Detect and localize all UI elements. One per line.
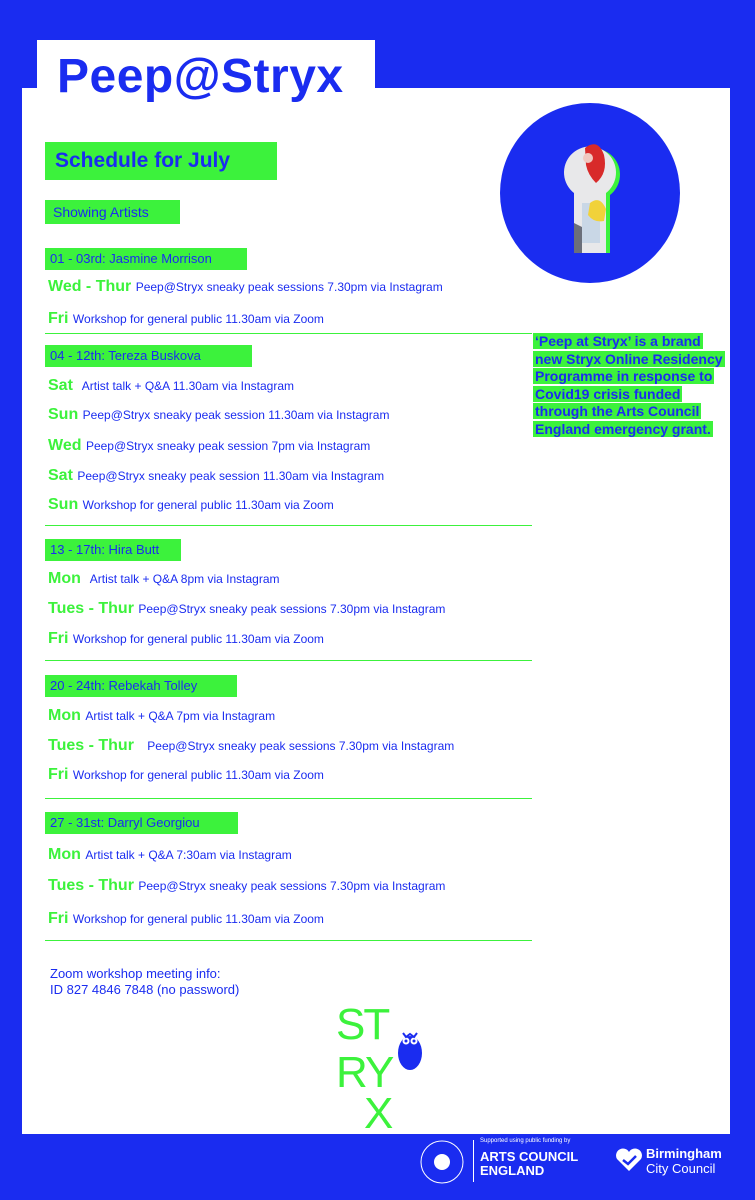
row-day: Mon (48, 707, 81, 724)
schedule-row (48, 877, 445, 895)
section-divider (45, 940, 532, 941)
schedule-row (48, 467, 384, 485)
row-day: Sat (48, 467, 73, 484)
schedule-row (48, 310, 324, 328)
svg-text:X: X (364, 1089, 394, 1130)
row-day: Tues - Thur (48, 737, 134, 754)
row-text: Workshop for general public 11.30am via Zoom (72, 912, 324, 926)
owl-icon (398, 1033, 422, 1070)
schedule-row (48, 846, 292, 864)
row-text: Workshop for general public 11.30am via Zoom (72, 632, 324, 646)
schedule-row (48, 910, 324, 928)
schedule-row (48, 570, 280, 588)
footer-divider (473, 1140, 474, 1182)
row-day: Mon (48, 570, 81, 587)
row-text: Peep@Stryx sneaky peak session 7pm via Instagram (85, 439, 371, 453)
programme-description: ‘Peep at Stryx’ is a brand new Stryx Online Residency Programme in response to Covid19 crisis funded through the Arts Council England emergency grant. (535, 333, 723, 437)
schedule-row (48, 406, 389, 424)
schedule-heading: Schedule for July (45, 142, 277, 180)
section-heading: 27 - 31st: Darryl Georgiou (45, 812, 238, 834)
row-text: Workshop for general public 11.30am via Zoom (82, 498, 334, 512)
schedule-row (48, 766, 324, 784)
schedule-row (48, 377, 294, 395)
schedule-row (48, 630, 324, 648)
row-text: Artist talk + Q&A 8pm via Instagram (89, 572, 280, 586)
row-day: Fri (48, 910, 69, 927)
schedule-row (48, 600, 445, 618)
supported-by-text: Supported using public funding by (480, 1138, 571, 1144)
section-divider (45, 660, 532, 661)
section-divider (45, 798, 532, 799)
section-divider (45, 333, 532, 334)
row-text: Workshop for general public 11.30am via Zoom (72, 768, 324, 782)
birmingham-heart-icon (614, 1147, 644, 1173)
stryx-logo (330, 995, 430, 1130)
row-text: Peep@Stryx sneaky peak sessions 7.30pm via Instagram (138, 879, 446, 893)
keyhole-icon (500, 103, 680, 283)
row-text: Peep@Stryx sneaky peak sessions 7.30pm via Instagram (135, 280, 443, 294)
schedule-row (48, 496, 334, 514)
row-day: Sat (48, 377, 73, 394)
page-title: Peep@Stryx (57, 50, 344, 103)
birmingham-wordmark: Birmingham City Council (646, 1146, 722, 1176)
row-day: Mon (48, 846, 81, 863)
row-text: Peep@Stryx sneaky peak sessions 7.30pm via Instagram (147, 739, 455, 753)
row-day: Sun (48, 496, 79, 513)
keyhole-image (500, 103, 680, 283)
section-heading: 04 - 12th: Tereza Buskova (45, 345, 252, 367)
schedule-row (48, 278, 443, 296)
row-day: Fri (48, 630, 69, 647)
row-day: Wed (48, 437, 82, 454)
svg-text:ST: ST (336, 1000, 389, 1049)
section-heading: 13 - 17th: Hira Butt (45, 539, 181, 561)
row-text: Artist talk + Q&A 11.30am via Instagram (81, 379, 294, 393)
section-heading: 20 - 24th: Rebekah Tolley (45, 675, 237, 697)
section-divider (45, 525, 532, 526)
schedule-row (48, 737, 454, 755)
row-text: Artist talk + Q&A 7pm via Instagram (85, 709, 276, 723)
zoom-meeting-id: ID 827 4846 7848 (no password) (50, 982, 240, 997)
row-day: Wed - Thur (48, 278, 132, 295)
row-day: Fri (48, 766, 69, 783)
section-heading: 01 - 03rd: Jasmine Morrison (45, 248, 247, 270)
ace-wordmark: ARTS COUNCIL ENGLAND (480, 1149, 579, 1178)
schedule-row (48, 707, 275, 725)
row-day: Tues - Thur (48, 600, 134, 617)
row-text: Peep@Stryx sneaky peak session 11.30am via Instagram (82, 408, 390, 422)
row-day: Fri (48, 310, 69, 327)
row-day: Sun (48, 406, 79, 423)
arts-council-seal-icon (418, 1138, 466, 1186)
zoom-info-heading: Zoom workshop meeting info: (50, 966, 221, 981)
zoom-info (50, 966, 239, 998)
row-text: Workshop for general public 11.30am via Zoom (72, 312, 324, 326)
row-text: Peep@Stryx sneaky peak session 11.30am via Instagram (77, 469, 385, 483)
showing-artists-label: Showing Artists (45, 200, 180, 224)
svg-text:RY: RY (336, 1048, 393, 1097)
row-text: Artist talk + Q&A 7:30am via Instagram (85, 848, 292, 862)
row-day: Tues - Thur (48, 877, 134, 894)
schedule-row (48, 437, 370, 455)
row-text: Peep@Stryx sneaky peak sessions 7.30pm via Instagram (138, 602, 446, 616)
